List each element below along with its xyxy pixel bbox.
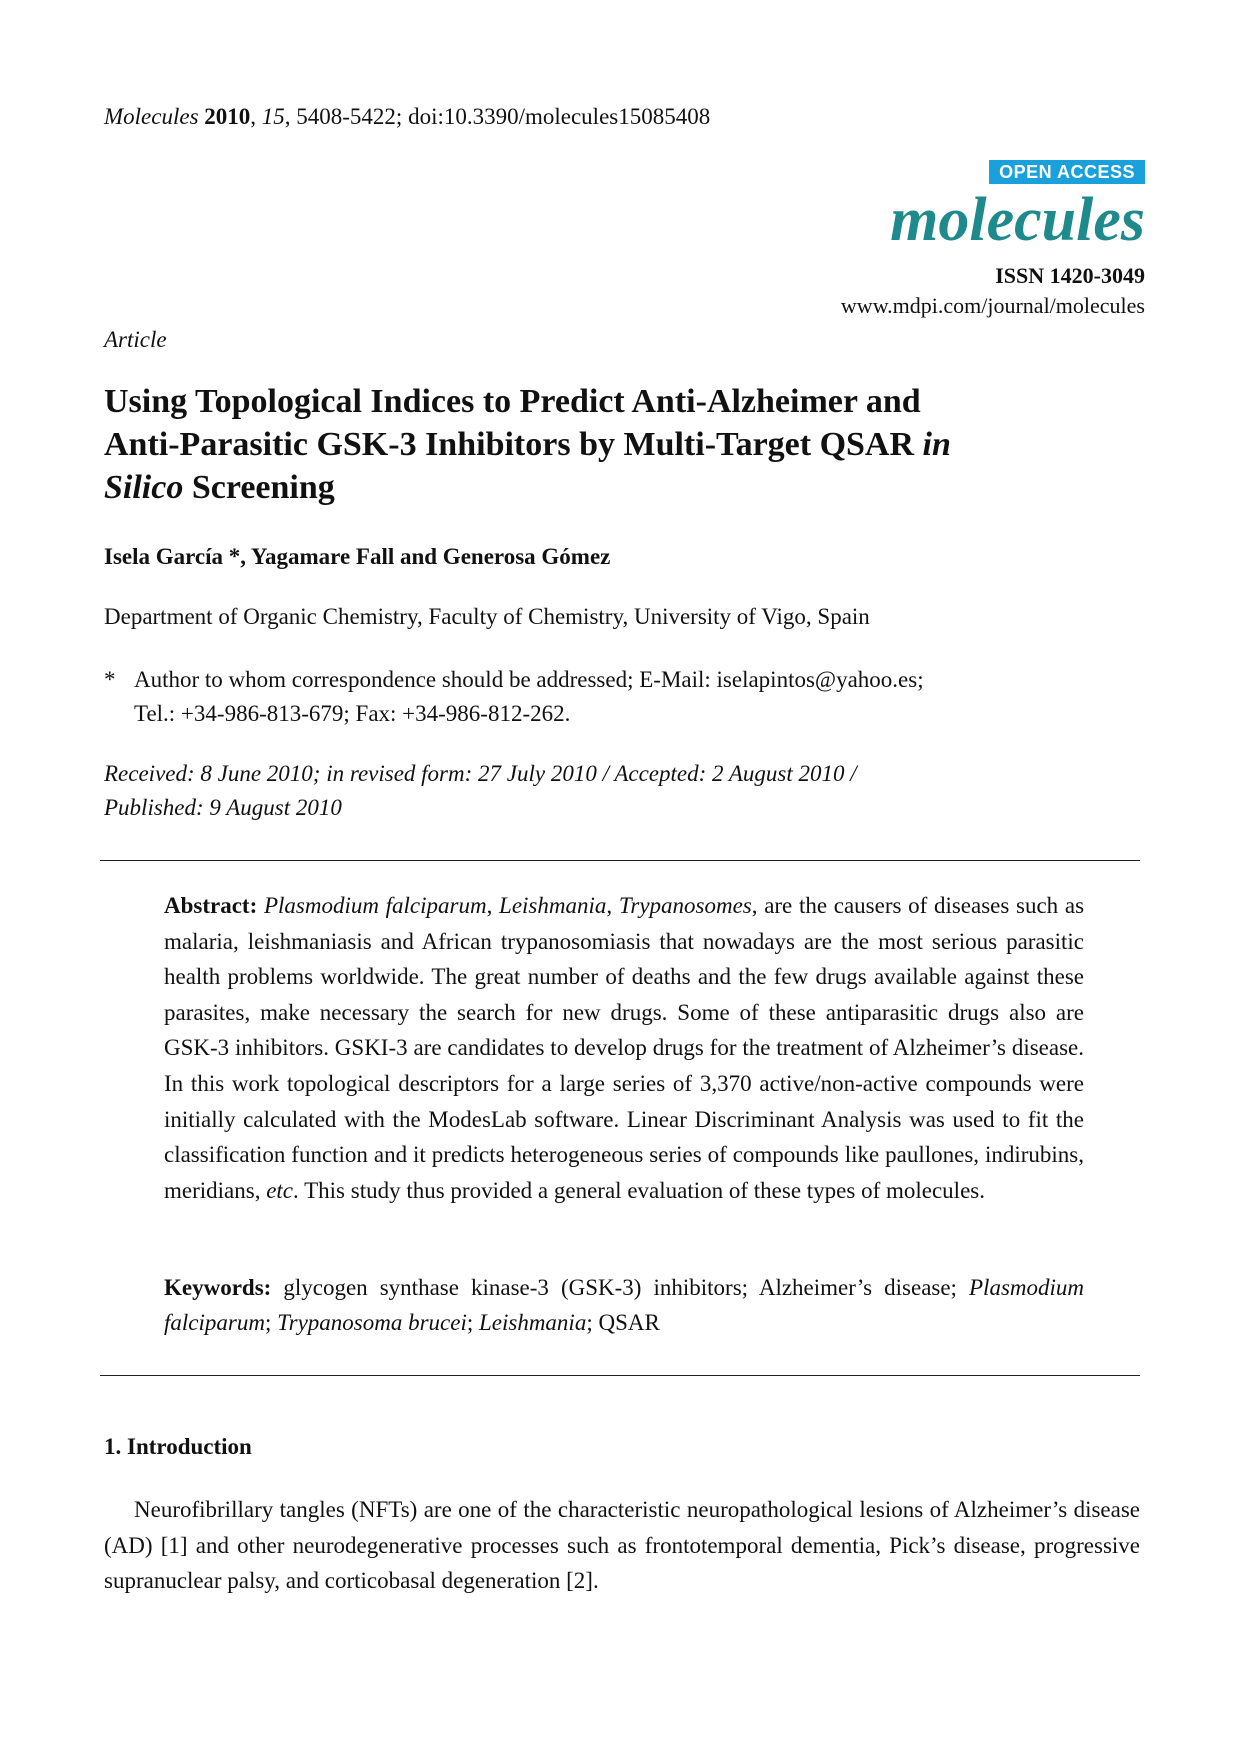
abstract-sep: , bbox=[486, 893, 500, 918]
citation-journal: Molecules bbox=[104, 104, 199, 129]
journal-logo: molecules bbox=[890, 186, 1145, 254]
divider-top bbox=[100, 860, 1140, 861]
keyword-leishmania: Leishmania bbox=[478, 1310, 587, 1335]
keyword-plasmodium: Plasmodium falciparum bbox=[164, 1275, 1084, 1335]
publication-dates bbox=[104, 757, 857, 825]
dates-line-1: Received: 8 June 2010; in revised form: 27 July 2010 / Accepted: 2 August 2010 / bbox=[104, 761, 857, 786]
correspondence bbox=[104, 663, 1104, 731]
keyword-qsar: ; QSAR bbox=[586, 1310, 660, 1335]
citation-year: 2010 bbox=[204, 104, 251, 129]
section-heading-introduction: 1. Introduction bbox=[104, 1434, 252, 1459]
abstract-etc: etc bbox=[266, 1177, 294, 1203]
abstract bbox=[164, 888, 1084, 1208]
authors: Isela García *, Yagamare Fall and Generosa Gómez bbox=[104, 544, 611, 569]
abstract-label: Abstract: bbox=[164, 893, 258, 918]
title-silico: Silico bbox=[104, 469, 184, 506]
keyword-trypanosoma: Trypanosoma brucei bbox=[277, 1310, 467, 1335]
abstract-sep: , bbox=[606, 893, 619, 918]
abstract-species-1: Plasmodium falciparum bbox=[263, 893, 487, 918]
keywords-label: Keywords: bbox=[164, 1275, 272, 1300]
abstract-body: , are the causers of diseases such as malaria, leishmaniasis and African trypanosomiasis that nowadays are the most serious parasitic health problems worldwide. The great number of deaths and the few drugs available against these parasites, make necessary the search for new drugs. Some of these antiparasitic drugs also are GSK-3 inhibitors. GSKI-3 are candidates to develop drugs for the treatment of Alzheimer’s disease. In this work topological descriptors for a large series of 3,370 active/non-active compounds were initially calculated with the ModesLab software. Linear Discriminant Analysis was used to fit the classification function and it predicts heterogeneous series of compounds like paullones, indirubins, meridians, bbox=[164, 893, 1085, 1203]
keyword-sep: ; bbox=[264, 1310, 278, 1335]
title-line-2: Anti-Parasitic GSK-3 Inhibitors by Multi-Target QSAR bbox=[104, 426, 923, 463]
title-line-1: Using Topological Indices to Predict Anti-Alzheimer and bbox=[104, 383, 921, 420]
citation-pages-doi: , 5408-5422; doi:10.3390/molecules15085408 bbox=[284, 104, 711, 129]
journal-url[interactable]: www.mdpi.com/journal/molecules bbox=[840, 293, 1145, 318]
title-in: in bbox=[922, 426, 951, 463]
issn: ISSN 1420-3049 bbox=[995, 263, 1145, 288]
paper-title bbox=[104, 380, 1144, 509]
dates-line-2: Published: 9 August 2010 bbox=[104, 795, 342, 820]
open-access-badge: OPEN ACCESS bbox=[989, 160, 1145, 184]
divider-bottom bbox=[100, 1375, 1140, 1376]
abstract-end: . This study thus provided a general evaluation of these types of molecules. bbox=[293, 1177, 985, 1203]
abstract-species-3: Trypanosomes bbox=[618, 893, 752, 918]
keywords-text: glycogen synthase kinase-3 (GSK-3) inhibitors; Alzheimer’s disease; bbox=[271, 1275, 969, 1300]
affiliation: Department of Organic Chemistry, Faculty of Chemistry, University of Vigo, Spain bbox=[104, 604, 870, 629]
introduction-paragraph: Neurofibrillary tangles (NFTs) are one of the characteristic neuropathological lesions of Alzheimer’s disease (AD) [1] and other neurodegenerative processes such as frontotemporal dementia, Pick’s disease, progressive supranuclear palsy, and corticobasal degeneration [2]. bbox=[104, 1497, 1140, 1593]
citation-line: Molecules 2010, 15, 5408-5422; doi:10.3390/molecules15085408 bbox=[104, 104, 711, 129]
title-screening: Screening bbox=[183, 469, 335, 506]
keyword-sep: ; bbox=[466, 1310, 479, 1335]
correspondence-star: * bbox=[104, 667, 116, 692]
citation-volume: 15 bbox=[261, 104, 285, 129]
correspondence-line-2: Tel.: +34-986-813-679; Fax: +34-986-812-262. bbox=[134, 701, 571, 726]
correspondence-line-1: Author to whom correspondence should be addressed; E-Mail: iselapintos@yahoo.es; bbox=[134, 667, 924, 692]
article-type: Article bbox=[104, 327, 167, 352]
abstract-species-2: Leishmania bbox=[499, 893, 607, 918]
keywords bbox=[164, 1270, 1084, 1340]
